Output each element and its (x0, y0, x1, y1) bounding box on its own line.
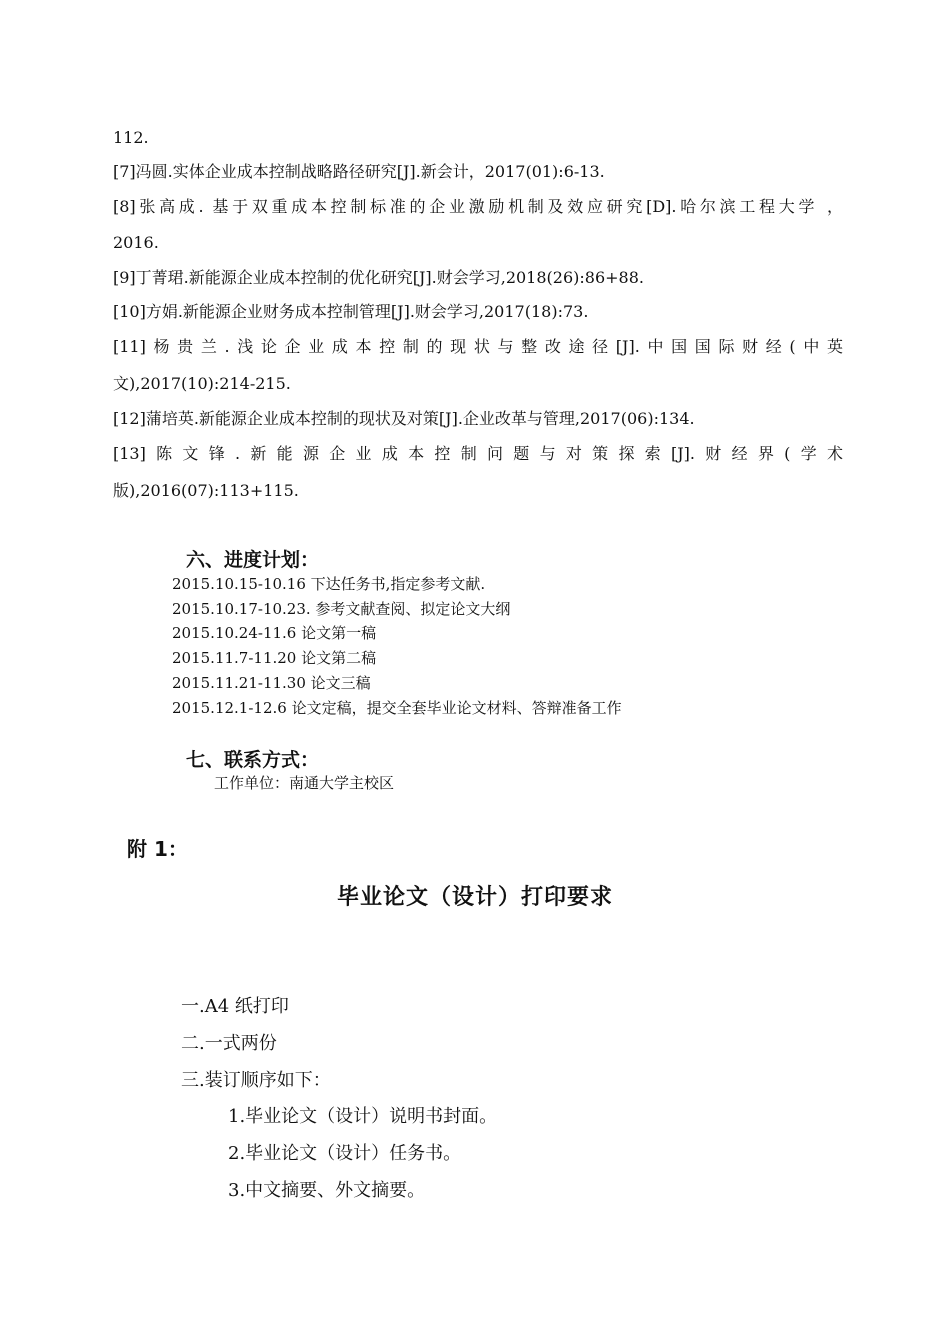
reference-10: [10]方娟.新能源企业财务成本控制管理[J].财会学习,2017(18):73. (113, 302, 589, 321)
contact-heading: 七、联系方式： (186, 749, 320, 771)
schedule-item: 2015.10.17-10.23. 参考文献查阅、拟定论文大纲 (172, 600, 511, 618)
reference-continuation: 112. (113, 128, 149, 147)
schedule-item: 2015.10.24-11.6 论文第一稿 (172, 624, 377, 642)
work-unit: 工作单位：南通大学主校区 (214, 774, 395, 792)
binding-order-item: 3.中文摘要、外文摘要。 (228, 1180, 426, 1201)
reference-8-line1: [8]张高成. 基于双重成本控制标准的企业激励机制及效应研究[D].哈尔滨工程大学 ， (113, 197, 843, 216)
reference-8-line2: 2016. (113, 233, 159, 252)
reference-12: [12]蒲培英.新能源企业成本控制的现状及对策[J].企业改革与管理,2017(06):134. (113, 409, 695, 428)
binding-order-item: 1.毕业论文（设计）说明书封面。 (228, 1106, 498, 1127)
reference-13-line2: 版),2016(07):113+115. (113, 481, 299, 500)
schedule-item: 2015.11.7-11.20 论文第二稿 (172, 649, 377, 667)
reference-9: [9]丁菁珺.新能源企业成本控制的优化研究[J].财会学习,2018(26):86+88. (113, 268, 644, 287)
reference-11-line1: [11]杨贵兰.浅论企业成本控制的现状与整改途径[J].中国国际财经(中英 (113, 337, 843, 356)
binding-order-item: 2.毕业论文（设计）任务书。 (228, 1143, 462, 1164)
appendix-title: 毕业论文（设计）打印要求 (336, 885, 613, 910)
schedule-heading: 六、进度计划： (186, 549, 320, 571)
reference-11-line2: 文),2017(10):214-215. (113, 374, 291, 393)
schedule-item: 2015.10.15-10.16 下达任务书,指定参考文献. (172, 575, 486, 593)
reference-7: [7]冯圆.实体企业成本控制战略路径研究[J].新会计，2017(01):6-13. (113, 162, 605, 181)
requirement-item: 三.装订顺序如下： (181, 1070, 331, 1091)
requirement-item: 二.一式两份 (181, 1033, 277, 1054)
reference-13-line1: [13]陈文锋.新能源企业成本控制问题与对策探索[J].财经界(学术 (113, 444, 843, 463)
schedule-item: 2015.11.21-11.30 论文三稿 (172, 674, 371, 692)
requirement-item: 一.A4 纸打印 (181, 996, 289, 1017)
appendix-label: 附 1： (127, 837, 188, 861)
schedule-item: 2015.12.1-12.6 论文定稿，提交全套毕业论文材料、答辩准备工作 (172, 699, 622, 717)
